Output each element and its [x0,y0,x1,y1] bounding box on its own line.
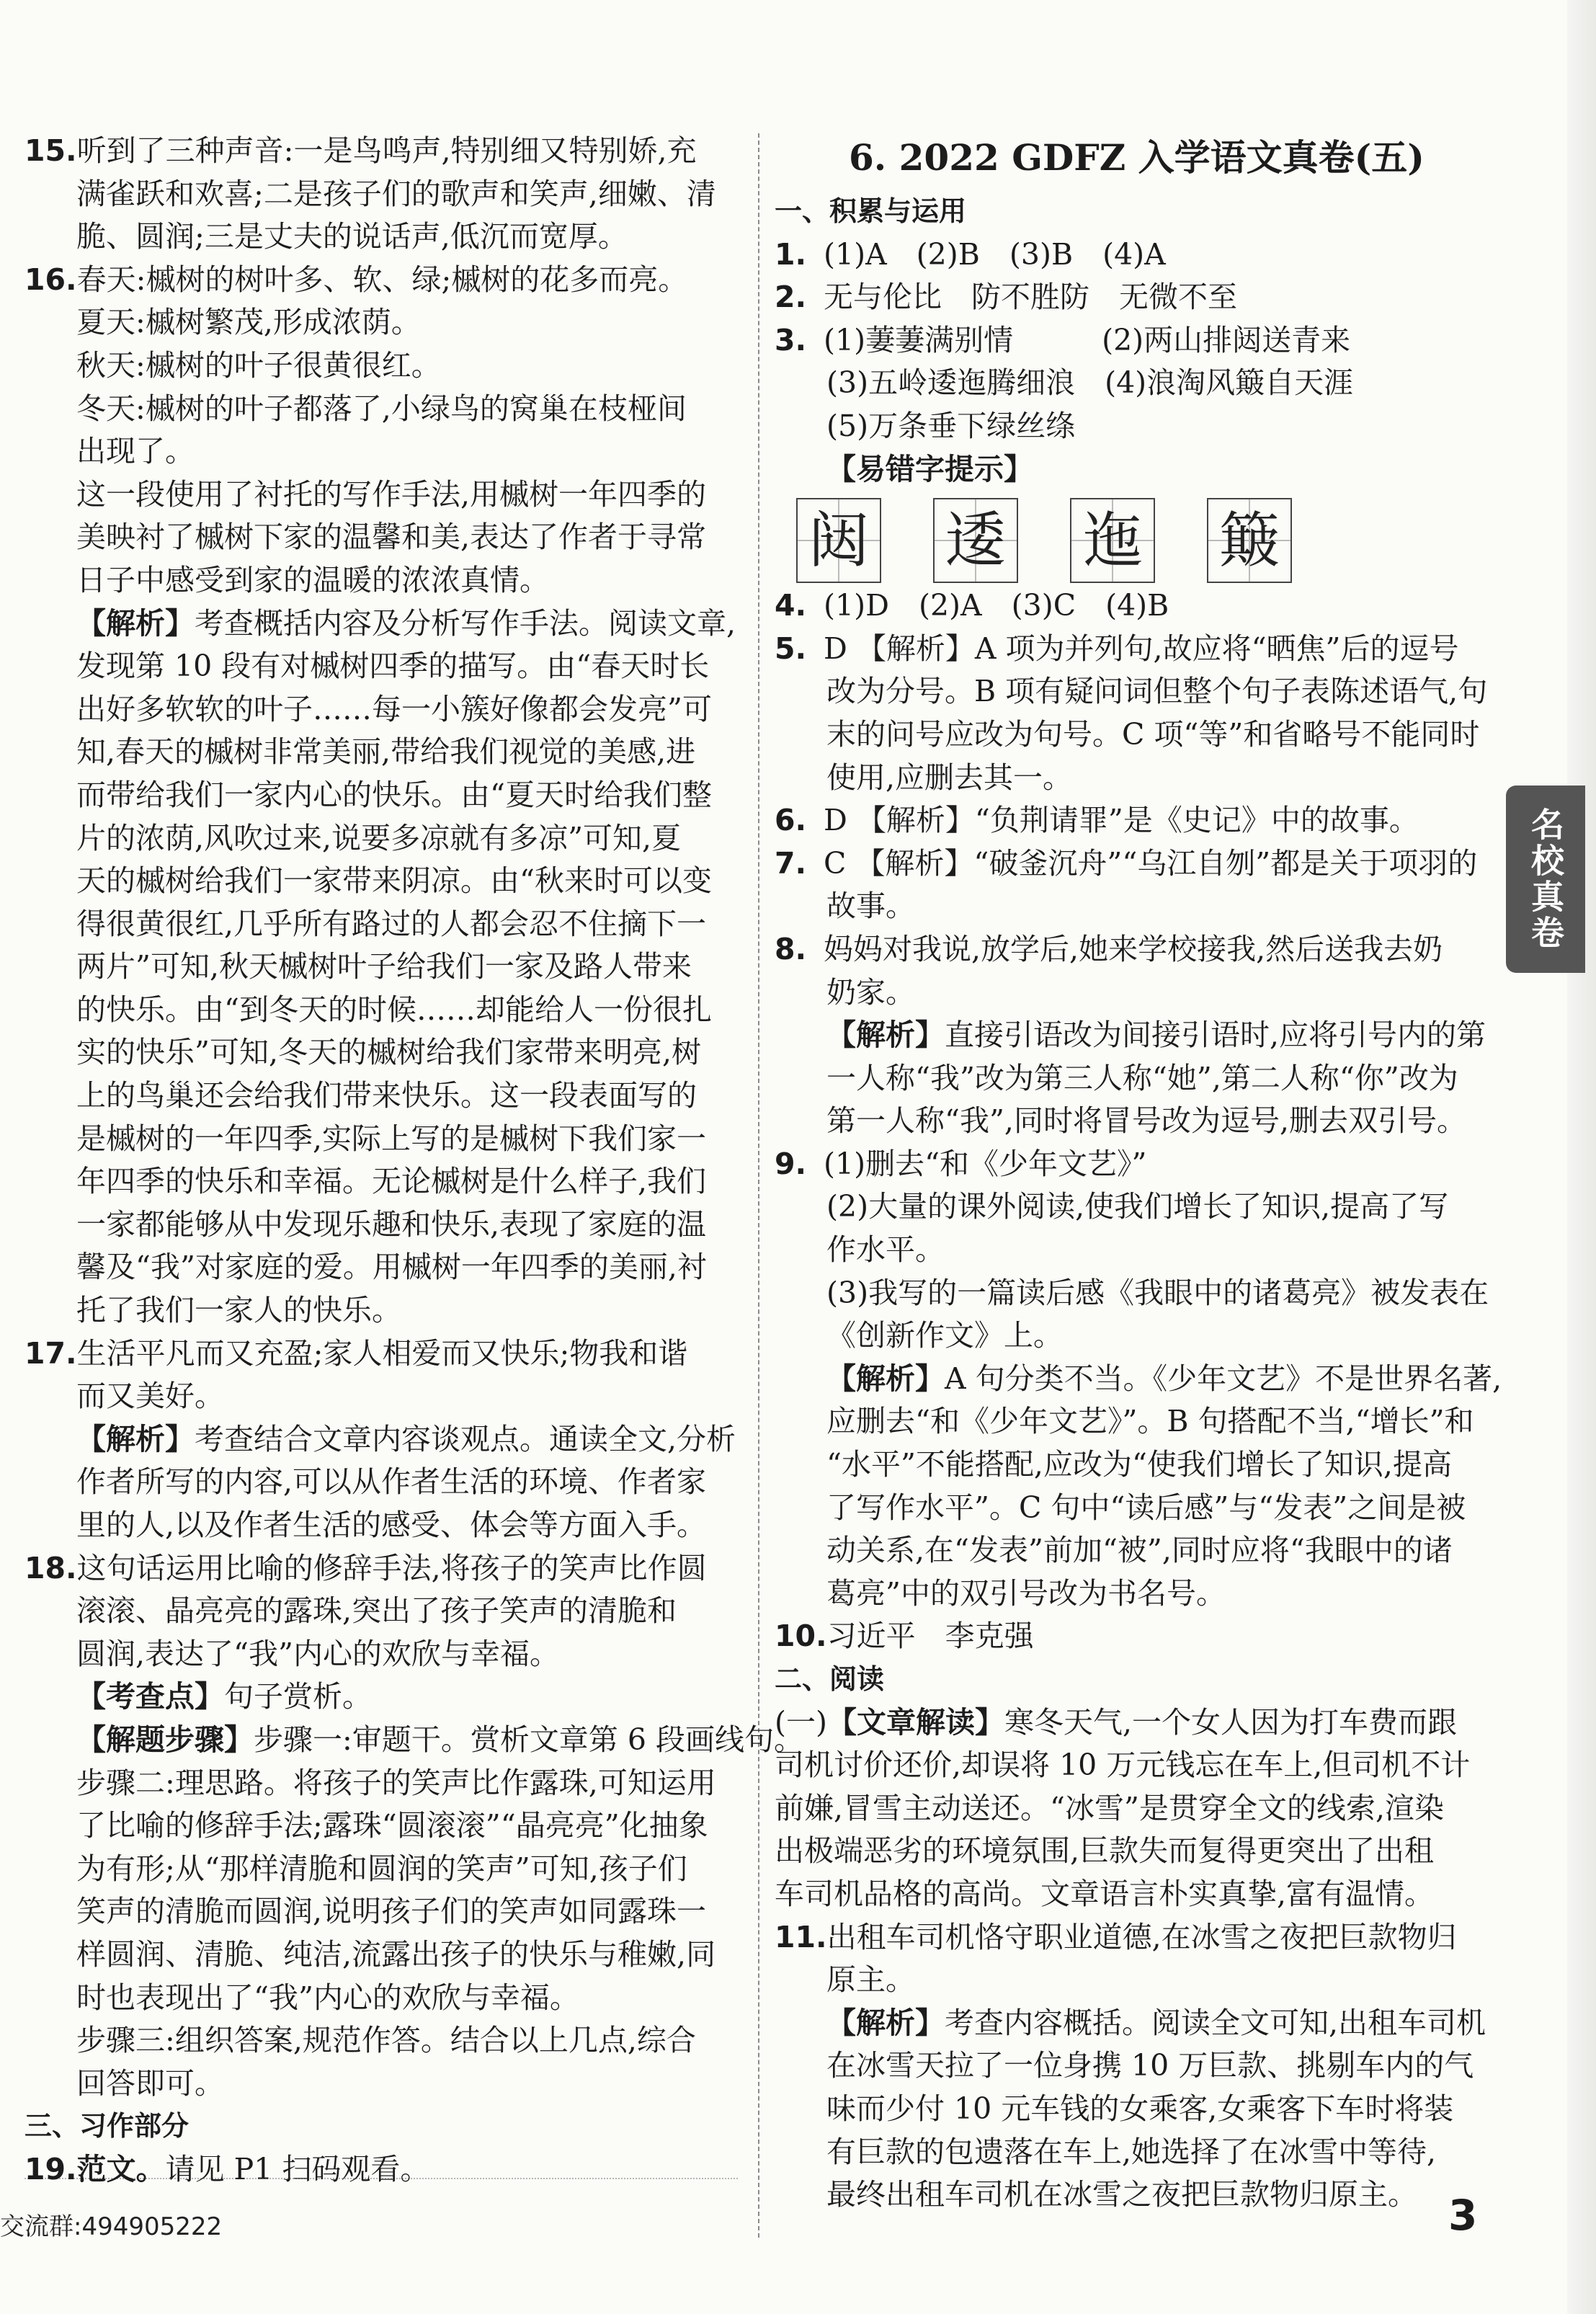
text-line [24,430,745,473]
item-number: 10. [775,1619,827,1654]
line-text: 美映衬了槭树下家的温馨和美,表达了作者于寻常 [76,520,707,555]
item-number: 3. [775,322,807,357]
answer-item [24,130,745,173]
line-text: 了比喻的修辞手法;露珠“圆滚滚”“晶亮亮”化抽象 [76,1808,708,1843]
line-text: 两片”可知,秋天槭树叶子给我们一家及路人带来 [76,949,692,984]
right-column [775,130,1502,2217]
answer-item [775,1143,1499,1186]
line-text: 出好多软软的叶子……每一小簇好像都会发亮”可 [76,691,712,726]
text-line [24,1375,745,1418]
item-number: 9. [775,1146,807,1181]
line-text: 寒冬天气,一个女人因为打车费而跟 [1004,1704,1458,1740]
line-text: D 【解析】“负荆请罪”是《史记》中的故事。 [824,803,1419,838]
answer-item [775,1615,1499,1658]
line-text: 原主。 [826,1962,915,1998]
handwritten-chars-row [775,491,1499,584]
line-text: 第一人称“我”,同时将冒号改为逗号,删去双引号。 [826,1103,1466,1139]
text-line [775,2044,1499,2088]
line-text: 秋天:槭树的叶子很黄很红。 [76,347,441,383]
text-line [775,1185,1499,1229]
text-line [775,757,1499,800]
line-text: C 【解析】“破釜沉舟”“乌江自刎”都是关于项羽的 [824,845,1478,881]
text-line [775,1572,1499,1616]
line-text: (1)D (2)A (3)C (4)B [824,588,1169,623]
text-line [775,2131,1499,2174]
text-line [775,2002,1499,2045]
text-line [24,2019,745,2062]
line-text: (一) [775,1704,827,1740]
line-text: A 句分类不当。《少年文艺》不是世界名著, [945,1361,1502,1396]
text-line [775,1057,1499,1100]
text-line [24,602,745,646]
line-text: 最终出租车司机在冰雪之夜把巨款物归原主。 [826,2177,1417,2212]
line-text: 的快乐。由“到冬天的时候……却能给人一份很扎 [76,992,712,1027]
line-text: 使用,应删去其一。 [826,760,1073,795]
text-line [775,885,1499,928]
text-line [775,1400,1499,1443]
line-text: 味而少付 10 元车钱的女乘客,女乘客下车时将装 [826,2091,1454,2126]
text-line [775,362,1499,405]
bold-label: 【解析】 [826,2005,945,2040]
item-number: 2. [775,280,807,315]
text-line [775,971,1499,1015]
line-text: 天的槭树给我们一家带来阴凉。由“秋来时可以变 [76,863,712,899]
line-text: 而带给我们一家内心的快乐。由“夏天时给我们整 [76,777,712,812]
handwritten-char: 闼 [796,498,881,583]
item-number: 8. [775,931,807,966]
line-text: 是槭树的一年四季,实际上写的是槭树下我们家一 [76,1121,707,1156]
line-text: 年四季的快乐和幸福。无论槭树是什么样子,我们 [76,1164,707,1199]
line-text: 习近平 李克强 [826,1619,1034,1654]
line-text: 发现第 10 段有对槭树四季的描写。由“春天时长 [76,649,710,684]
line-text: 妈妈对我说,放学后,她来学校接我,然后送我去奶 [824,931,1443,966]
line-text: 故事。 [826,889,915,924]
item-number: 7. [775,845,807,881]
text-line [24,1246,745,1289]
line-text: “水平”不能搭配,应改为“使我们增长了知识,提高 [826,1447,1452,1482]
bold-label: 【易错字提示】 [826,451,1033,486]
text-line [24,860,745,903]
answer-item [775,319,1499,362]
line-text: 句子赏析。 [224,1679,372,1714]
line-text: 奶家。 [826,974,915,1010]
text-line [775,713,1499,757]
line-text: 听到了三种声音:一是鸟鸣声,特别细又特别娇,充 [76,133,697,168]
line-text: 圆润,表达了“我”内心的欢欣与幸福。 [76,1636,559,1671]
text-line [24,388,745,431]
text-line [775,1358,1502,1401]
bold-label: 【文章解读】 [827,1704,1004,1740]
answer-item [775,628,1499,671]
text-line [775,1443,1499,1487]
line-text: D 【解析】A 项为并列句,故应将“晒焦”后的逗号 [824,631,1459,666]
line-text: 实的快乐”可知,冬天的槭树给我们家带来明亮,树 [76,1035,702,1070]
line-text: 一家都能够从中发现乐趣和快乐,表现了家庭的温 [76,1206,707,1242]
text-line [24,1633,745,1676]
line-text: 为有形;从“那样清脆和圆润的笑声”可知,孩子们 [76,1851,687,1886]
item-number: 15. [24,133,77,168]
line-text: 步骤三:组织答案,规范作答。结合以上几点,综合 [76,2023,696,2058]
line-text: 步骤一:审题干。赏析文章第 6 段画线句。 [254,1722,803,1757]
line-text: 作者所写的内容,可以从作者生活的环境、作者家 [76,1464,707,1500]
answer-item [24,1547,745,1590]
line-text: 无与伦比 防不胜防 无微不至 [824,280,1237,315]
line-text: 脆、圆润;三是丈夫的说话声,低沉而宽厚。 [76,219,628,254]
line-text: 春天:槭树的树叶多、软、绿;槭树的花多而亮。 [76,262,688,297]
scan-edge [1567,0,1596,2314]
exam-title: 6. 2022 GDFZ 入学语文真卷(五) [849,136,1425,179]
text-line [24,1504,745,1547]
text-line [24,1418,745,1461]
answer-item [775,1916,1499,1959]
text-line [24,1031,745,1074]
text-line [775,1314,1499,1358]
line-text: 作水平。 [826,1232,945,1268]
text-line [24,903,745,946]
line-text: 在冰雪天拉了一位身携 10 万巨款、挑剔车内的气 [826,2048,1474,2083]
text-line [24,774,745,817]
bold-label: 【解题步骤】 [76,1722,254,1757]
text-line [775,1787,1499,1830]
line-text: 直接引语改为间接引语时,应将引号内的第 [945,1018,1486,1053]
line-text: 时也表现出了“我”内心的欢欣与幸福。 [76,1980,579,2015]
line-text: 知,春天的槭树非常美丽,带给我们视觉的美感,进 [76,734,696,770]
item-number: 16. [24,262,77,297]
text-line [775,2173,1499,2217]
handwritten-char: 迤 [1070,498,1155,583]
line-text: 一人称“我”改为第三人称“她”,第二人称“你”改为 [826,1060,1458,1095]
line-text: 这一段使用了衬托的写作手法,用槭树一年四季的 [76,476,707,512]
text-line [24,1461,745,1504]
line-text: 请见 P1 扫码观看。 [165,2151,430,2186]
line-text: 片的浓荫,风吹过来,说要多凉就有多凉”可知,夏 [76,820,682,855]
line-text: 应删去“和《少年文艺》”。B 句搭配不当,“增长”和 [826,1404,1474,1439]
text-line [775,1744,1499,1787]
line-text: 笑声的清脆而圆润,说明孩子们的笑声如同露珠一 [76,1894,707,1929]
text-line [24,2062,745,2106]
text-line [24,1890,745,1933]
text-line [775,1014,1499,1057]
line-text: 得很黄很红,几乎所有路过的人都会忍不住摘下一 [76,906,707,941]
text-line [24,559,745,602]
line-text: (1)萋萋满别情 (2)两山排闼送青来 [824,322,1351,357]
line-text: 动关系,在“发表”前加“被”,同时应将“我眼中的诸 [826,1533,1453,1568]
answer-item [775,842,1499,886]
line-text: 出现了。 [76,434,195,469]
line-text: 夏天:槭树繁茂,形成浓荫。 [76,305,421,340]
text-line [775,1873,1499,1916]
answer-item [24,1332,745,1376]
text-line [775,405,1499,448]
answer-item [775,928,1499,971]
text-line [775,1272,1499,1315]
answer-item [775,799,1499,842]
line-text: 步骤二:理思路。将孩子的笑声比作露珠,可知运用 [76,1765,716,1800]
page-number: 3 [1448,2191,1478,2240]
bold-label: 【解析】 [826,1018,945,1053]
item-number: 17. [24,1335,77,1371]
line-text: 生活平凡而又充盈;家人相爱而又快乐;物我和谐 [76,1335,688,1371]
section-heading: 三、习作部分 [24,2110,190,2142]
line-text: 车司机品格的高尚。文章语言朴实真挚,富有温情。 [775,1876,1435,1911]
line-text: 考查概括内容及分析写作手法。阅读文章, [195,605,736,641]
text-line [24,1848,745,1891]
text-line [24,1160,745,1203]
text-line [24,1805,745,1848]
text-line [775,448,1499,491]
answer-item [775,584,1499,628]
line-text: 有巨款的包遗落在车上,她选择了在冰雪中等待, [826,2134,1437,2169]
line-text: 而又美好。 [76,1379,224,1414]
line-text: 这句话运用比喻的修辞手法,将孩子的笑声比作圆 [76,1550,707,1585]
bold-label: 【解析】 [76,605,195,641]
text-line [775,1529,1499,1572]
line-text: 馨及“我”对家庭的爱。用槭树一年四季的美丽,衬 [76,1250,707,1285]
text-line [24,989,745,1032]
text-line [775,1229,1499,1272]
line-text: 上的鸟巢还会给我们带来快乐。这一段表面写的 [76,1078,697,1113]
line-text: 出租车司机恪守职业道德,在冰雪之夜把巨款物归 [826,1919,1457,1954]
text-line [775,1487,1499,1530]
side-tab: 名校真卷 [1506,786,1585,973]
item-number: 5. [775,631,807,666]
bold-label: 范文。 [76,2151,166,2186]
line-text: 末的问号应改为句号。C 项“等”和省略号不能同时 [826,716,1480,752]
line-text: 《创新作文》上。 [826,1318,1063,1353]
text-line [24,344,745,388]
item-number: 6. [775,803,807,838]
answer-item [775,276,1499,319]
text-line [775,1959,1499,2002]
text-line [24,1977,745,2020]
line-text: 满雀跃和欢喜;二是孩子们的歌声和笑声,细嫩、清 [76,176,716,211]
line-text: 考查内容概括。阅读全文可知,出租车司机 [945,2005,1486,2040]
line-text: (3)五岭逶迤腾细浪 (4)浪淘风簸自天涯 [826,365,1354,401]
section-heading: 二、阅读 [775,1663,885,1695]
answer-item [24,259,745,302]
text-line [24,1719,803,1762]
line-text: 司机讨价还价,却误将 10 万元钱忘在车上,但司机不计 [775,1748,1471,1783]
line-text: (3)我写的一篇读后感《我眼中的诸葛亮》被发表在 [826,1275,1489,1310]
text-line [775,2088,1499,2131]
line-text: 托了我们一家人的快乐。 [76,1293,401,1328]
right-section-a [775,190,1499,491]
footer-group-info: 交流群:494905222 [0,2212,223,2241]
text-line [24,473,745,517]
line-text: 样圆润、清脆、纯洁,流露出孩子的快乐与稚嫩,同 [76,1936,716,1972]
text-line [24,1289,745,1332]
text-line [24,1590,745,1633]
line-text: 里的人,以及作者生活的感受、体会等方面入手。 [76,1508,707,1542]
text-line [24,731,745,774]
bold-label: 【解析】 [76,1421,195,1456]
text-line [24,173,745,216]
text-line [775,1701,1499,1745]
line-text: 了写作水平”。C 句中“读后感”与“发表”之间是被 [826,1490,1466,1525]
right-section-b [775,584,1502,2217]
text-line [24,1933,745,1977]
line-text: 前嫌,冒雪主动送还。“冰雪”是贯穿全文的线索,渲染 [775,1790,1444,1825]
item-number: 19. [24,2151,77,2186]
line-text: 葛亮”中的双引号改为书名号。 [826,1575,1226,1611]
line-text: 冬天:槭树的叶子都落了,小绿鸟的窝巢在枝桠间 [76,391,687,426]
text-line [775,1100,1499,1143]
bold-label: 【解析】 [826,1361,945,1396]
line-text: 出极端恶劣的环境氛围,巨款失而复得更突出了出租 [775,1833,1435,1869]
text-line [24,1762,745,1805]
column-divider [758,133,762,2238]
section-heading: 一、积累与运用 [775,195,967,227]
line-text: 滚滚、晶亮亮的露珠,突出了孩子笑声的清脆和 [76,1593,677,1629]
item-number: 11. [775,1919,827,1954]
item-number: 18. [24,1550,77,1585]
text-line [24,301,745,344]
text-line [24,945,745,989]
text-line [24,1203,745,1247]
answer-item [775,233,1499,277]
line-text: (2)大量的课外阅读,使我们增长了知识,提高了写 [826,1189,1449,1224]
answer-item [24,2148,745,2191]
line-text: 改为分号。B 项有疑问词但整个句子表陈述语气,句 [826,674,1488,709]
text-line [775,1830,1499,1873]
text-line [24,1118,745,1161]
item-number: 4. [775,588,807,623]
text-line [24,1676,745,1719]
line-text: 回答即可。 [76,2065,224,2101]
line-text: 考查结合文章内容谈观点。通读全文,分析 [195,1421,736,1456]
text-line [24,516,745,559]
text-line [775,670,1499,713]
text-line [24,1074,745,1118]
handwritten-char: 簸 [1207,498,1292,583]
handwritten-char: 逶 [933,498,1018,583]
bold-label: 【考查点】 [76,1679,224,1714]
line-text: (5)万条垂下绿丝绦 [826,408,1076,443]
line-text: 日子中感受到家的温暖的浓浓真情。 [76,562,549,597]
text-line [24,688,745,731]
text-line [24,817,745,860]
text-line [24,215,745,259]
line-text: (1)A (2)B (3)B (4)A [824,236,1166,272]
line-text: (1)删去“和《少年文艺》” [824,1146,1147,1181]
text-line [24,645,745,688]
item-number: 1. [775,236,807,272]
